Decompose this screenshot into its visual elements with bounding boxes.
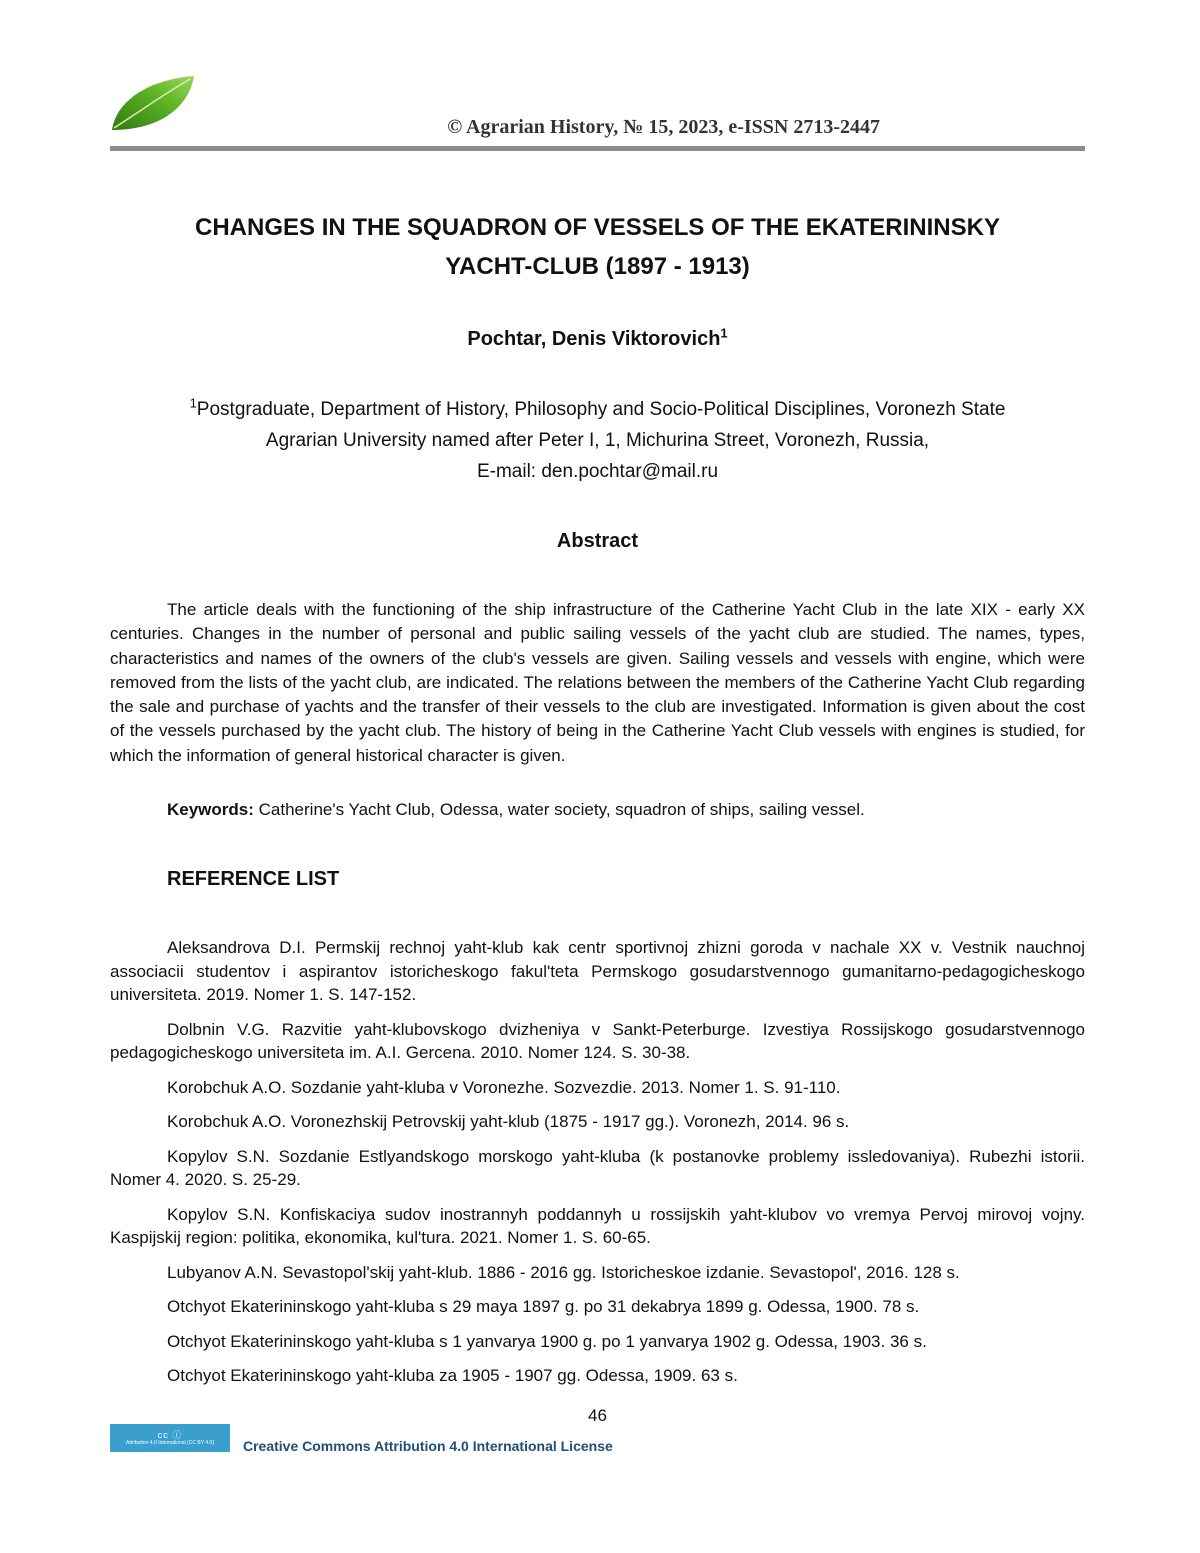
- author-name: Pochtar, Denis Viktorovich: [467, 328, 721, 350]
- reference-item: Korobchuk A.O. Sozdanie yaht-kluba v Voronezhe. Sozvezdie. 2013. Nomer 1. S. 91-110.: [167, 1077, 841, 1097]
- title-line-2: YACHT-CLUB (1897 - 1913): [445, 253, 750, 280]
- cc-license-badge[interactable]: [110, 1424, 230, 1452]
- affiliation-line-1: Postgraduate, Department of History, Philosophy and Socio-Political Disciplines, Voronezh State: [196, 399, 1006, 420]
- reference-item: Otchyot Ekaterininskogo yaht-kluba za 1905 - 1907 gg. Odessa, 1909. 63 s.: [167, 1366, 738, 1385]
- reference-list: [110, 936, 1085, 1399]
- reference-item: Kopylov S.N. Konfiskaciya sudov inostrannyh poddannyh u rossijskih yaht-klubov vo vremya Pervoj mirovoj vojny. Kaspijskij region: politika, ekonomika, kul'tura. 2021. Nomer 1. S. 60-65.: [110, 1204, 1085, 1247]
- journal-header: © Agrarian History, № 15, 2023, e-ISSN 2713-2447: [447, 116, 880, 138]
- affiliation-line-2: Agrarian University named after Peter I, 1, Michurina Street, Voronezh, Russia,: [265, 430, 930, 451]
- keywords-label: Keywords:: [167, 800, 254, 819]
- reference-heading: REFERENCE LIST: [167, 868, 340, 890]
- affiliation-email: E-mail: den.pochtar@mail.ru: [476, 461, 719, 482]
- author: [110, 325, 1085, 351]
- reference-item: Lubyanov A.N. Sevastopol'skij yaht-klub. 1886 - 2016 gg. Istoricheskoe izdanie. Sevastopol', 2016. 128 s.: [167, 1262, 960, 1282]
- license-link[interactable]: Creative Commons Attribution 4.0 International License: [243, 1438, 613, 1454]
- affiliation-sup: 1: [189, 395, 197, 411]
- article-title: [110, 208, 1085, 286]
- reference-item: Otchyot Ekaterininskogo yaht-kluba s 29 maya 1897 g. po 31 dekabrya 1899 g. Odessa, 1900. 78 s.: [167, 1297, 920, 1316]
- keywords: [167, 798, 1085, 822]
- cc-icon: cc ⓘ: [157, 1429, 183, 1440]
- page-number: 46: [588, 1406, 607, 1425]
- author-sup: 1: [720, 325, 728, 341]
- reference-item: Aleksandrova D.I. Permskij rechnoj yaht-klub kak centr sportivnoj zhizni goroda v nachale XX v. Vestnik nauchnoj associacii studentov i aspirantov istoricheskogo fakul'teta Permskogo gosudarstvennogo gumanitarno-pedagogicheskogo universiteta. 2019. Nomer 1. S. 147-152.: [110, 938, 1085, 1004]
- affiliation: [110, 394, 1085, 487]
- abstract-text: The article deals with the functioning of the ship infrastructure of the Catherine Yacht Club in the late XIX - early XX centuries. Changes in the number of personal and public sailing vessels of the yacht club are studied. The names, types, characteristics and names of the owners of the club's vessels are given. Sailing vessels and vessels with engine, which were removed from the lists of the yacht club, are indicated. The relations between the members of the Catherine Yacht Club regarding the sale and purchase of yachts and the transfer of their vessels to the club are investigated. Information is given about the cost of the vessels purchased by the yacht club. The history of being in the Catherine Yacht Club vessels with engines is studied, for which the information of general historical character is given.: [110, 600, 1085, 765]
- reference-item: Kopylov S.N. Sozdanie Estlyandskogo morskogo yaht-kluba (k postanovke problemy issledovaniya). Rubezhi istorii. Nomer 4. 2020. S. 25-29.: [110, 1146, 1085, 1189]
- reference-item: Otchyot Ekaterininskogo yaht-kluba s 1 yanvarya 1900 g. po 1 yanvarya 1902 g. Odessa, 1903. 36 s.: [167, 1331, 927, 1351]
- abstract-heading: Abstract: [556, 530, 639, 552]
- cc-badge-text: Attribution 4.0 International (CC BY 4.0): [125, 1439, 214, 1446]
- reference-item: Dolbnin V.G. Razvitie yaht-klubovskogo dvizheniya v Sankt-Peterburge. Izvestiya Rossijskogo gosudarstvennogo pedagogicheskogo universiteta im. A.I. Gercena. 2010. Nomer 124. S. 30-38.: [110, 1019, 1085, 1062]
- keywords-text: Catherine's Yacht Club, Odessa, water society, squadron of ships, sailing vessel.: [253, 800, 865, 819]
- title-line-1: CHANGES IN THE SQUADRON OF VESSELS OF THE EKATERININSKY: [195, 214, 1000, 241]
- header-divider: [110, 146, 1085, 151]
- reference-item: Korobchuk A.O. Voronezhskij Petrovskij yaht-klub (1875 - 1917 gg.). Voronezh, 2014. 96 s.: [167, 1112, 850, 1131]
